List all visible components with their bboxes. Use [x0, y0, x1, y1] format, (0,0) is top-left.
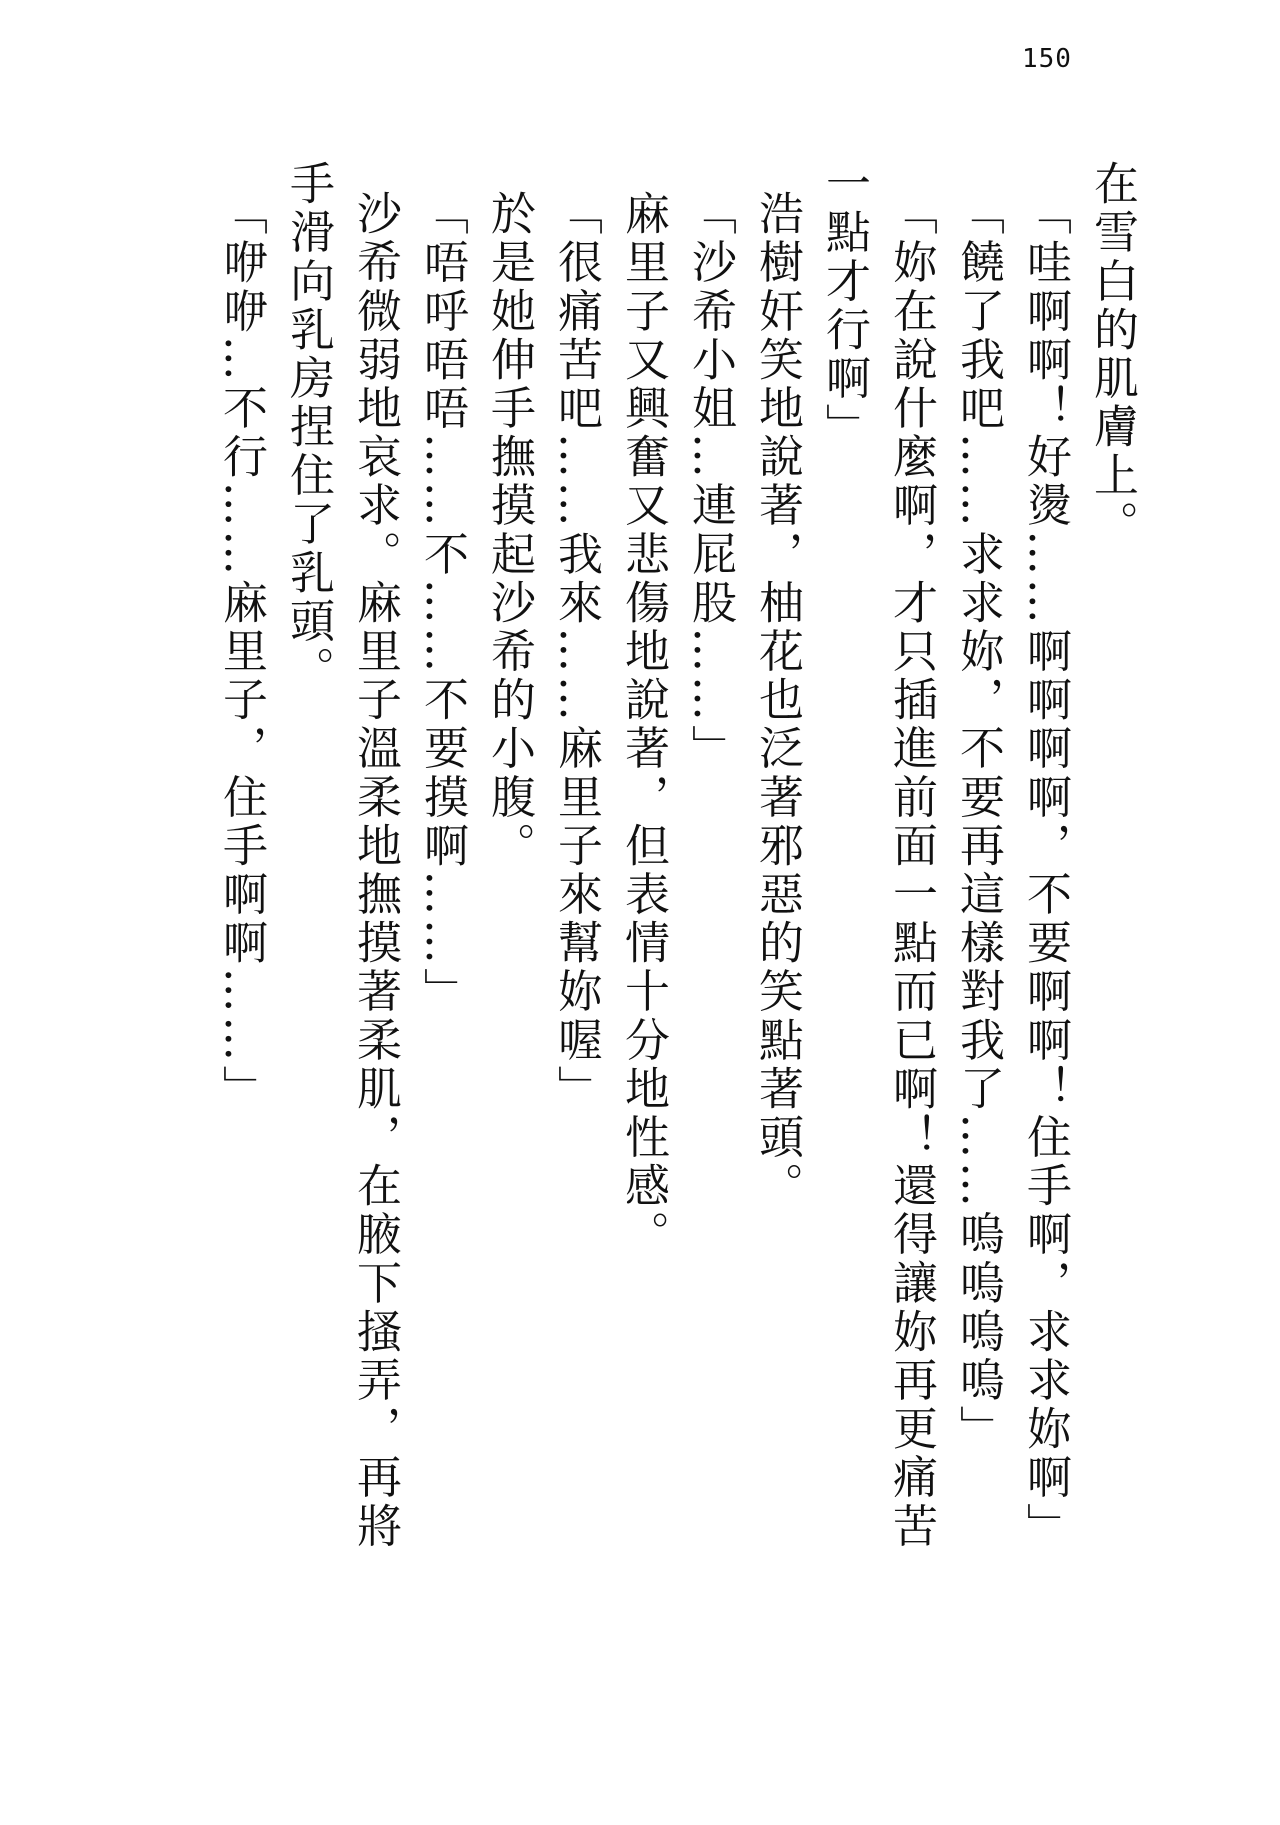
vertical-text-body: [208, 160, 1146, 1600]
text-line: 手滑向乳房捏住了乳頭。: [282, 160, 335, 695]
text-line: 「饒了我吧……求求妳，不要再這樣對我了……嗚嗚嗚嗚」: [952, 190, 1005, 1454]
text-line: 「妳在說什麼啊，才只插進前面一點而已啊！還得讓妳再更痛苦: [885, 190, 938, 1551]
text-line: 浩樹奸笑地說著，柚花也泛著邪惡的笑點著頭。: [751, 190, 804, 1211]
text-line: 沙希微弱地哀求。麻里子溫柔地撫摸著柔肌，在腋下搔弄，再將: [349, 190, 402, 1551]
text-line: 「唔呼唔唔……不……不要摸啊……」: [416, 190, 469, 1017]
text-line: 「沙希小姐…連屁股……」: [684, 190, 737, 774]
text-line: 「咿咿…不行……麻里子，住手啊啊……」: [215, 190, 268, 1114]
page-number: 150: [1022, 44, 1072, 74]
text-line: 麻里子又興奮又悲傷地說著，但表情十分地性感。: [617, 190, 670, 1260]
text-line: 一點才行啊」: [818, 160, 871, 452]
text-line: 「哇啊啊！好燙……啊啊啊啊，不要啊啊！住手啊，求求妳啊」: [1019, 190, 1072, 1551]
text-line: 「很痛苦吧……我來……麻里子來幫妳喔」: [550, 190, 603, 1114]
text-line: 於是她伸手撫摸起沙希的小腹。: [483, 190, 536, 871]
text-line: 在雪白的肌膚上。: [1086, 160, 1139, 549]
